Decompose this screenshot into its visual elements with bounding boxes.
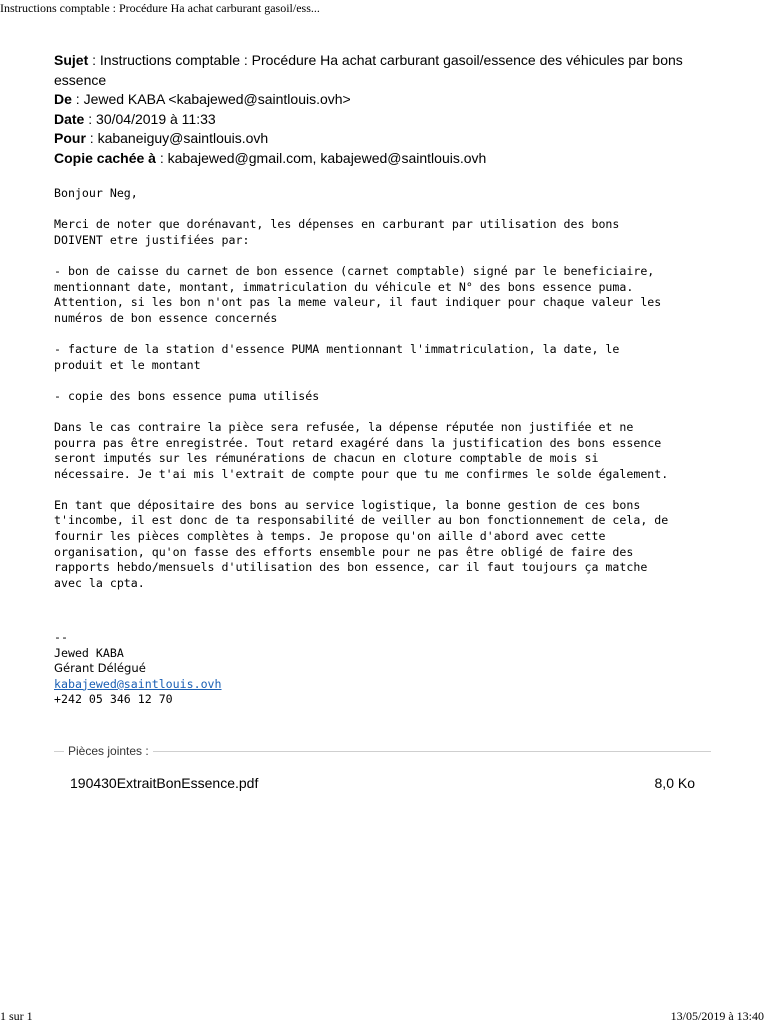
attachments-legend: Pièces jointes : <box>64 744 153 758</box>
subject-line: Sujet : Instructions comptable : Procédure Ha achat carburant gasoil/essence des véhicules par bons essence <box>54 52 683 88</box>
signature-separator: -- <box>54 630 68 644</box>
email-header <box>54 51 714 168</box>
body-paragraph-1: Merci de noter que dorénavant, les dépenses en carburant par utilisation des bons DOIVENT etre justifiées par: <box>54 217 620 247</box>
bcc-label: Copie cachée à <box>54 149 156 166</box>
greeting: Bonjour Neg, <box>54 186 138 200</box>
signature-name: Jewed KABA <box>54 645 124 660</box>
page-indicator: 1 sur 1 <box>0 1009 33 1023</box>
from-line: De : Jewed KABA <kabajewed@saintlouis.ovh> <box>54 91 351 107</box>
signature-phone: +242 05 346 12 70 <box>54 692 173 707</box>
bcc-value: kabajewed@gmail.com, kabajewed@saintlouis.ovh <box>167 149 487 166</box>
body-paragraph-4: - copie des bons essence puma utilisés <box>54 388 320 403</box>
subject-value: Instructions comptable : Procédure Ha achat carburant gasoil/essence des véhicules par bons essence <box>54 52 683 88</box>
print-page-title: Instructions comptable : Procédure Ha achat carburant gasoil/ess... <box>0 1 320 15</box>
subject-label: Sujet <box>54 52 89 68</box>
to-line: Pour : kabaneiguy@saintlouis.ovh <box>54 130 269 146</box>
date-label: Date <box>54 110 85 127</box>
body-paragraph-3: - facture de la station d'essence PUMA mentionnant l'immatriculation, la date, le produit et le montant <box>54 341 620 372</box>
date-line: Date : 30/04/2019 à 11:33 <box>54 110 216 127</box>
bcc-line: Copie cachée à : kabajewed@gmail.com, kabajewed@saintlouis.ovh <box>54 149 487 166</box>
signature-email-link[interactable]: kabajewed@saintlouis.ovh <box>54 676 222 691</box>
signature-role: Gérant Délégué <box>54 661 146 676</box>
to-value: kabaneiguy@saintlouis.ovh <box>97 130 269 146</box>
attachment-name[interactable]: 190430ExtraitBonEssence.pdf <box>70 775 259 791</box>
body-paragraph-5: Dans le cas contraire la pièce sera refusée, la dépense réputée non justifiée et ne pourra pas être enregistrée. Tout retard exagéré dans la justification des bons essence seront imputés sur les rémunérations de chacun en cloture comptable de mois si nécessaire. Je t'ai mis l'extrait de compte pour que tu me confirmes le solde également. <box>54 419 669 481</box>
date-value: 30/04/2019 à 11:33 <box>96 110 216 127</box>
from-value: Jewed KABA <kabajewed@saintlouis.ovh> <box>83 91 351 107</box>
print-timestamp: 13/05/2019 à 13:40 <box>670 1009 764 1023</box>
body-paragraph-6: En tant que dépositaire des bons au service logistique, la bonne gestion de ces bons t'incombe, il est donc de ta responsabilité de veiller au bon fonctionnement de cela, de fournir les pièces complètes à temps. Je propose qu'on aille d'abord avec cette organisation, qu'on fasse des efforts ensemble pour ne pas être obligé de faire des rapports hebdo/mensuels d'utilisation des bon essence, car il faut toujours ça matche avec la cpta. <box>54 497 669 590</box>
attachment-size: 8,0 Ko <box>654 775 695 791</box>
body-paragraph-2: - bon de caisse du carnet de bon essence (carnet comptable) signé par le beneficiaire, mentionnant date, montant, immatriculation du véhicule et N° des bons essence puma. Attention, si les bon n'ont pas la meme valeur, il faut indiquer pour chaque valeur les numéros de bon essence concernés <box>54 263 662 325</box>
from-label: De <box>54 91 72 107</box>
email-signature <box>54 630 222 708</box>
email-body <box>54 186 724 607</box>
to-label: Pour <box>54 130 86 146</box>
